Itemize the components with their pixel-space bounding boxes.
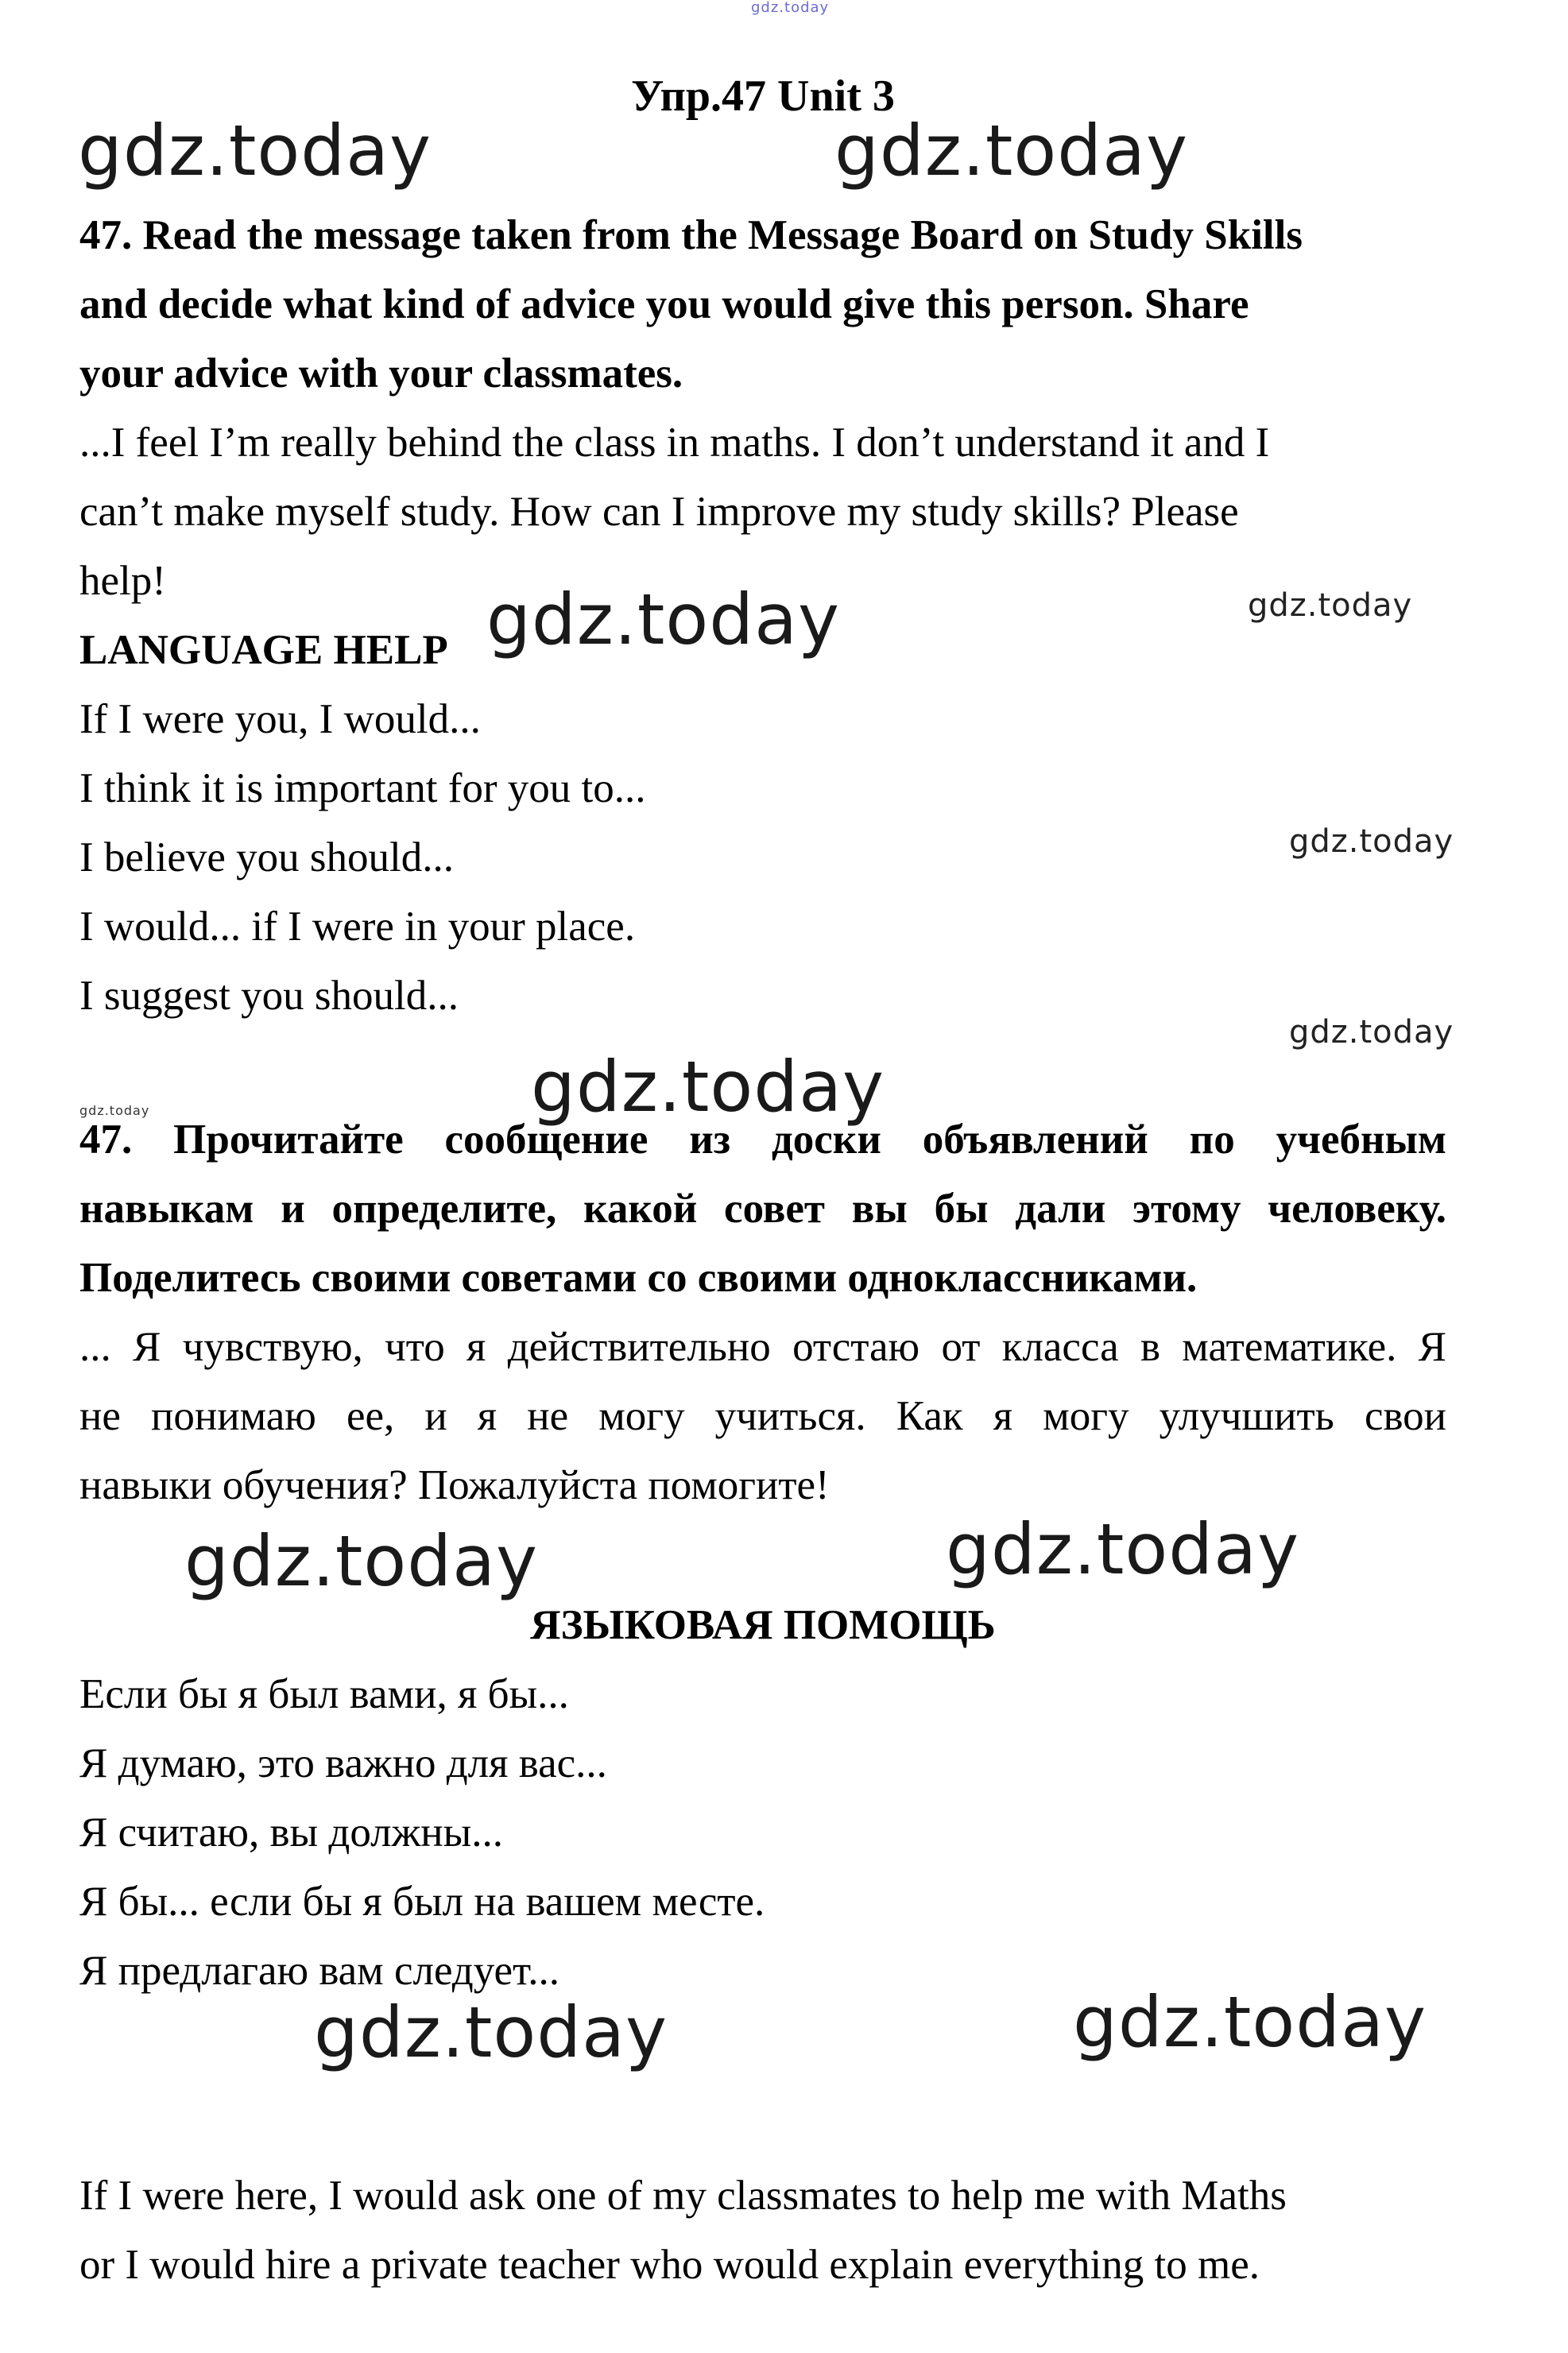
russian-phrase: Я бы... если бы я был на вашем месте.: [79, 1879, 765, 1925]
english-phrase: If I were you, I would...: [79, 696, 481, 742]
russian-phrase: Если бы я был вами, я бы...: [79, 1671, 569, 1717]
russian-task-line: Поделитесь своими советами со своими одноклассниками.: [79, 1255, 1198, 1301]
english-message-line: help!: [79, 558, 166, 604]
watermark: gdz.today: [78, 110, 432, 192]
watermark: gdz.today: [184, 1520, 539, 1602]
russian-help-section: [79, 1591, 1446, 2006]
english-task-line: and decide what kind of advice you would give this person. Share: [79, 281, 1249, 327]
watermark: gdz.today: [79, 1103, 150, 1118]
english-task-line: your advice with your classmates.: [79, 350, 683, 397]
english-phrase: I think it is important for you to...: [79, 765, 646, 811]
russian-phrase: Я думаю, это важно для вас...: [79, 1740, 607, 1786]
russian-message-line: не понимаю ее, и я не могу учиться. Как я могу улучшить свои: [79, 1393, 1446, 1439]
watermark: gdz.today: [1073, 1981, 1427, 2063]
watermark: gdz.today: [834, 110, 1189, 192]
answer-section: [79, 2161, 1446, 2300]
page-title: Упр.47 Unit 3: [631, 72, 895, 121]
watermark: gdz.today: [314, 1991, 668, 2073]
watermark-top: gdz.today: [751, 0, 830, 16]
english-phrase: I suggest you should...: [79, 973, 459, 1019]
russian-phrase: Я считаю, вы должны...: [79, 1809, 503, 1856]
watermark: gdz.today: [1289, 823, 1454, 860]
watermark: gdz.today: [1248, 587, 1413, 624]
answer-line: or I would hire a private teacher who would explain everything to me.: [79, 2242, 1260, 2288]
russian-task-line: навыкам и определите, какой совет вы бы дали этому человеку.: [79, 1186, 1446, 1232]
russian-section: [79, 1105, 1446, 1520]
russian-language-help-heading: ЯЗЫКОВАЯ ПОМОЩЬ: [530, 1602, 996, 1648]
watermark: gdz.today: [531, 1046, 885, 1128]
english-message-line: ...I feel I’m really behind the class in maths. I don’t understand it and I: [79, 420, 1270, 466]
english-phrase: I would... if I were in your place.: [79, 904, 636, 950]
english-task-line: 47. Read the message taken from the Message Board on Study Skills: [79, 212, 1303, 258]
russian-task-line: 47. Прочитайте сообщение из доски объявлений по учебным: [79, 1117, 1446, 1163]
watermark: gdz.today: [1289, 1014, 1454, 1051]
english-phrase: I believe you should...: [79, 834, 455, 880]
answer-line: If I were here, I would ask one of my classmates to help me with Maths: [79, 2173, 1287, 2219]
language-help-heading: LANGUAGE HELP: [79, 627, 448, 673]
russian-message-line: ... Я чувствую, что я действительно отстаю от класса в математике. Я: [79, 1324, 1446, 1370]
watermark: gdz.today: [946, 1508, 1300, 1590]
watermark: gdz.today: [486, 579, 841, 660]
russian-phrase: Я предлагаю вам следует...: [79, 1948, 559, 1994]
russian-message-line: навыки обучения? Пожалуйста помогите!: [79, 1462, 830, 1508]
english-message-line: can’t make myself study. How can I improve my study skills? Please: [79, 489, 1239, 535]
